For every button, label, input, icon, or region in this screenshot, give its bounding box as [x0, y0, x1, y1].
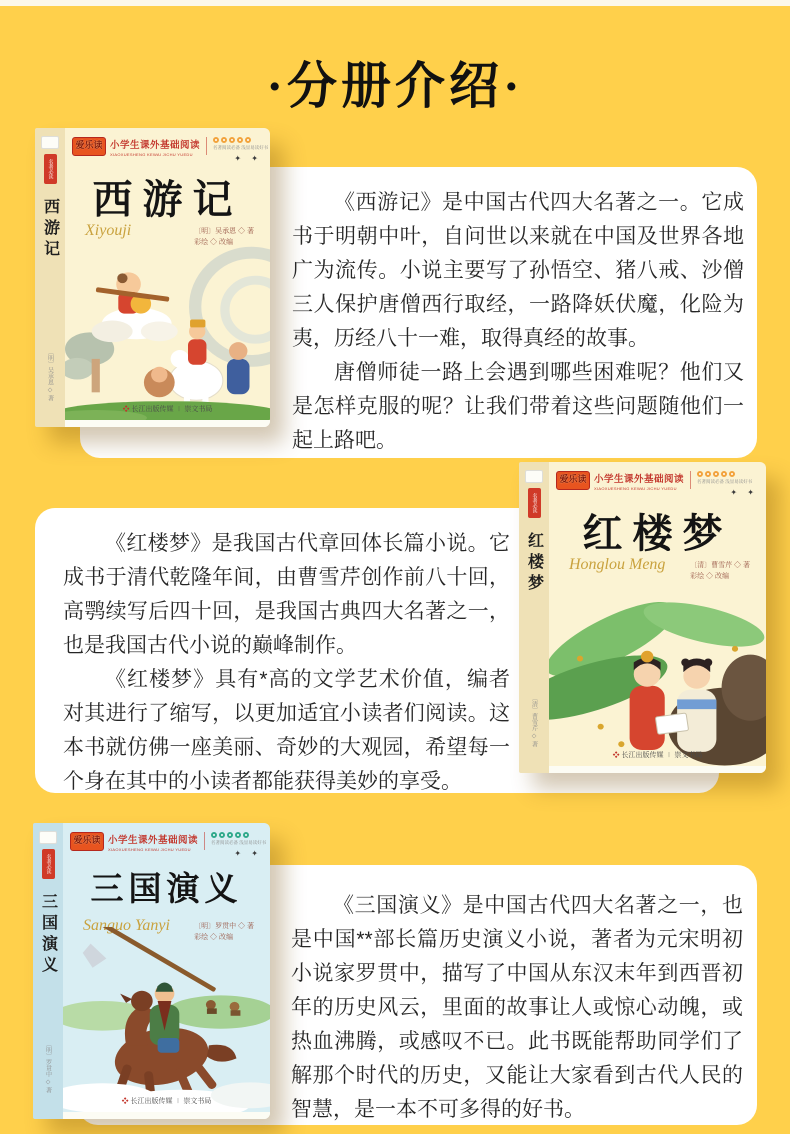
spine-title: 西游记 — [41, 198, 59, 261]
dot-icon — [211, 832, 217, 838]
sparkle-icon: ✦ ✦ — [234, 849, 262, 858]
red-chamber-illustration — [549, 571, 766, 766]
brand-badge: 爱乐读 — [70, 832, 104, 851]
dots-block — [213, 137, 268, 151]
page-title: ·分册介绍· — [266, 58, 524, 114]
header-divider — [204, 832, 205, 850]
spine-author: 〔明〕吴承恩 ◇ 著 — [46, 348, 53, 401]
series-label: 小学生课外基础阅读 — [594, 474, 685, 485]
series-block — [108, 832, 198, 852]
dot-icon — [245, 137, 251, 143]
series-pinyin: XIAOXUESHENG KEWAI JICHU YUEDU — [108, 847, 191, 852]
spine-author: 〔明〕罗贯中 ◇ 著 — [44, 1040, 51, 1093]
front-cover — [65, 128, 270, 427]
dot-icon — [235, 832, 241, 838]
adapter-line: 彩绘 ◇ 改编 — [690, 573, 729, 580]
series-block — [594, 471, 684, 491]
dot-icon — [213, 137, 219, 143]
series-label: 小学生课外基础阅读 — [110, 140, 201, 151]
adapter-line: 彩绘 ◇ 改编 — [194, 934, 233, 941]
header-divider — [206, 137, 207, 155]
cover-script-title: Honglou Meng — [569, 556, 666, 573]
cover-script-title: Xiyouji — [85, 222, 132, 239]
book-spine — [33, 823, 63, 1119]
dot-icon — [237, 137, 243, 143]
dots-block — [211, 832, 266, 846]
sparkle-icon: ✦ ✦ — [730, 488, 758, 497]
publisher-line: 长江出版传媒 ∣ 崇文书局 — [130, 1098, 212, 1105]
publisher-line: 长江出版传媒 ∣ 崇文书局 — [621, 752, 703, 759]
series-pinyin: XIAOXUESHENG KEWAI JICHU YUEDU — [110, 152, 193, 157]
book-spine — [35, 128, 65, 427]
author-line: 〔明〕罗贯中 ◇ 著 — [194, 923, 254, 930]
brand-badge: 爱乐读 — [556, 471, 590, 490]
description-xiyouji — [292, 186, 744, 458]
author-line: 〔明〕吴承恩 ◇ 著 — [194, 228, 254, 235]
description-hongloumeng — [63, 527, 510, 799]
series-block — [110, 137, 200, 157]
book-cover-sanguoyanyi — [33, 823, 270, 1119]
publisher-logo — [65, 404, 270, 414]
publisher-logo — [549, 750, 766, 760]
spine-author: 〔清〕曹雪芹 ◇ 著 — [530, 694, 537, 747]
spine-title: 三国演义 — [39, 893, 57, 977]
dot-icon — [705, 471, 711, 477]
spine-red-tab: 名著必读 — [528, 488, 541, 518]
dot-icon — [229, 137, 235, 143]
dot-icon — [219, 832, 225, 838]
book-logo-icon — [41, 136, 59, 149]
dot-icon — [713, 471, 719, 477]
paragraph: 《红楼梦》具有*高的文学艺术价值，编者对其进行了缩写，以更加适宜小读者们阅读。这本书就仿佛一座美丽、奇妙的大观园，希望每一个身在其中的小读者都能获得美妙的享受。 — [63, 668, 510, 793]
description-sanguoyanyi — [291, 889, 743, 1127]
publisher-mark-icon: ❖ — [122, 406, 130, 413]
tagline-micro-text: 名著阅读必备 浅显易读好书 — [211, 840, 267, 845]
spine-red-tab: 名著必读 — [42, 849, 55, 879]
cover-title: 西游记 — [92, 177, 243, 222]
three-kingdoms-illustration — [63, 927, 270, 1112]
dots-block — [697, 471, 752, 485]
journey-west-illustration — [65, 233, 270, 420]
cover-title: 三国演义 — [90, 872, 243, 908]
author-line: 〔清〕曹雪芹 ◇ 著 — [690, 562, 750, 569]
series-pinyin: XIAOXUESHENG KEWAI JICHU YUEDU — [594, 486, 677, 491]
paragraph: 《西游记》是中国古代四大名著之一。它成书于明朝中叶，自问世以来就在中国及世界各地广为流传。小说主要写了孙悟空、猪八戒、沙僧三人保护唐僧西行取经，一路降妖伏魔，化险为夷，历经八十一难，取得真经的故事。 — [292, 191, 744, 350]
top-strip — [0, 0, 790, 6]
publisher-logo — [63, 1096, 270, 1106]
book-cover-xiyouji — [35, 128, 270, 427]
adapter-line: 彩绘 ◇ 改编 — [194, 239, 233, 246]
front-cover — [63, 823, 270, 1119]
dot-icon — [729, 471, 735, 477]
book-spine — [519, 462, 549, 773]
cover-script-title: Sanguo Yanyi — [83, 917, 170, 934]
dot-icon — [721, 471, 727, 477]
tagline-micro-text: 名著阅读必备 浅显易读好书 — [213, 145, 269, 150]
spine-title: 红楼梦 — [525, 532, 543, 595]
sparkle-icon: ✦ ✦ — [234, 154, 262, 163]
book-cover-hongloumeng — [519, 462, 766, 773]
book-logo-icon — [39, 831, 57, 844]
tagline-micro-text: 名著阅读必备 浅显易读好书 — [697, 479, 753, 484]
paragraph: 唐僧师徒一路上会遇到哪些困难呢？他们又是怎样克服的呢？让我们带着这些问题随他们一起上路吧。 — [292, 361, 744, 452]
brand-badge: 爱乐读 — [72, 137, 106, 156]
dots-row — [213, 137, 268, 143]
dot-icon — [221, 137, 227, 143]
publisher-mark-icon: ❖ — [121, 1098, 129, 1105]
paragraph: 《三国演义》是中国古代四大名著之一，也是中国**部长篇历史演义小说，著者为元宋明初小说家罗贯中，描写了中国从东汉末年到西晋初年的历史风云，里面的故事让人或惊心动魄，或热血沸腾，或感叹不已。此书既能帮助同学们了解那个时代的历史，又能让大家看到古代人民的智慧，是一本不可多得的好书。 — [291, 894, 743, 1121]
header-divider — [690, 471, 691, 489]
series-label: 小学生课外基础阅读 — [108, 835, 199, 846]
dots-row — [211, 832, 266, 838]
publisher-mark-icon: ❖ — [612, 752, 620, 759]
dot-icon — [243, 832, 249, 838]
dots-row — [697, 471, 752, 477]
paragraph: 《红楼梦》是我国古代章回体长篇小说。它成书于清代乾隆年间，由曹雪芹创作前八十回，高鹗续写后四十回，是我国古典四大名著之一，也是我国古代小说的巅峰制作。 — [63, 532, 510, 657]
dot-icon — [227, 832, 233, 838]
cover-title: 红楼梦 — [582, 511, 733, 556]
dot-icon — [697, 471, 703, 477]
book-logo-icon — [525, 470, 543, 483]
spine-red-tab: 名著必读 — [44, 154, 57, 184]
publisher-line: 长江出版传媒 ∣ 崇文书局 — [131, 406, 213, 413]
front-cover — [549, 462, 766, 773]
